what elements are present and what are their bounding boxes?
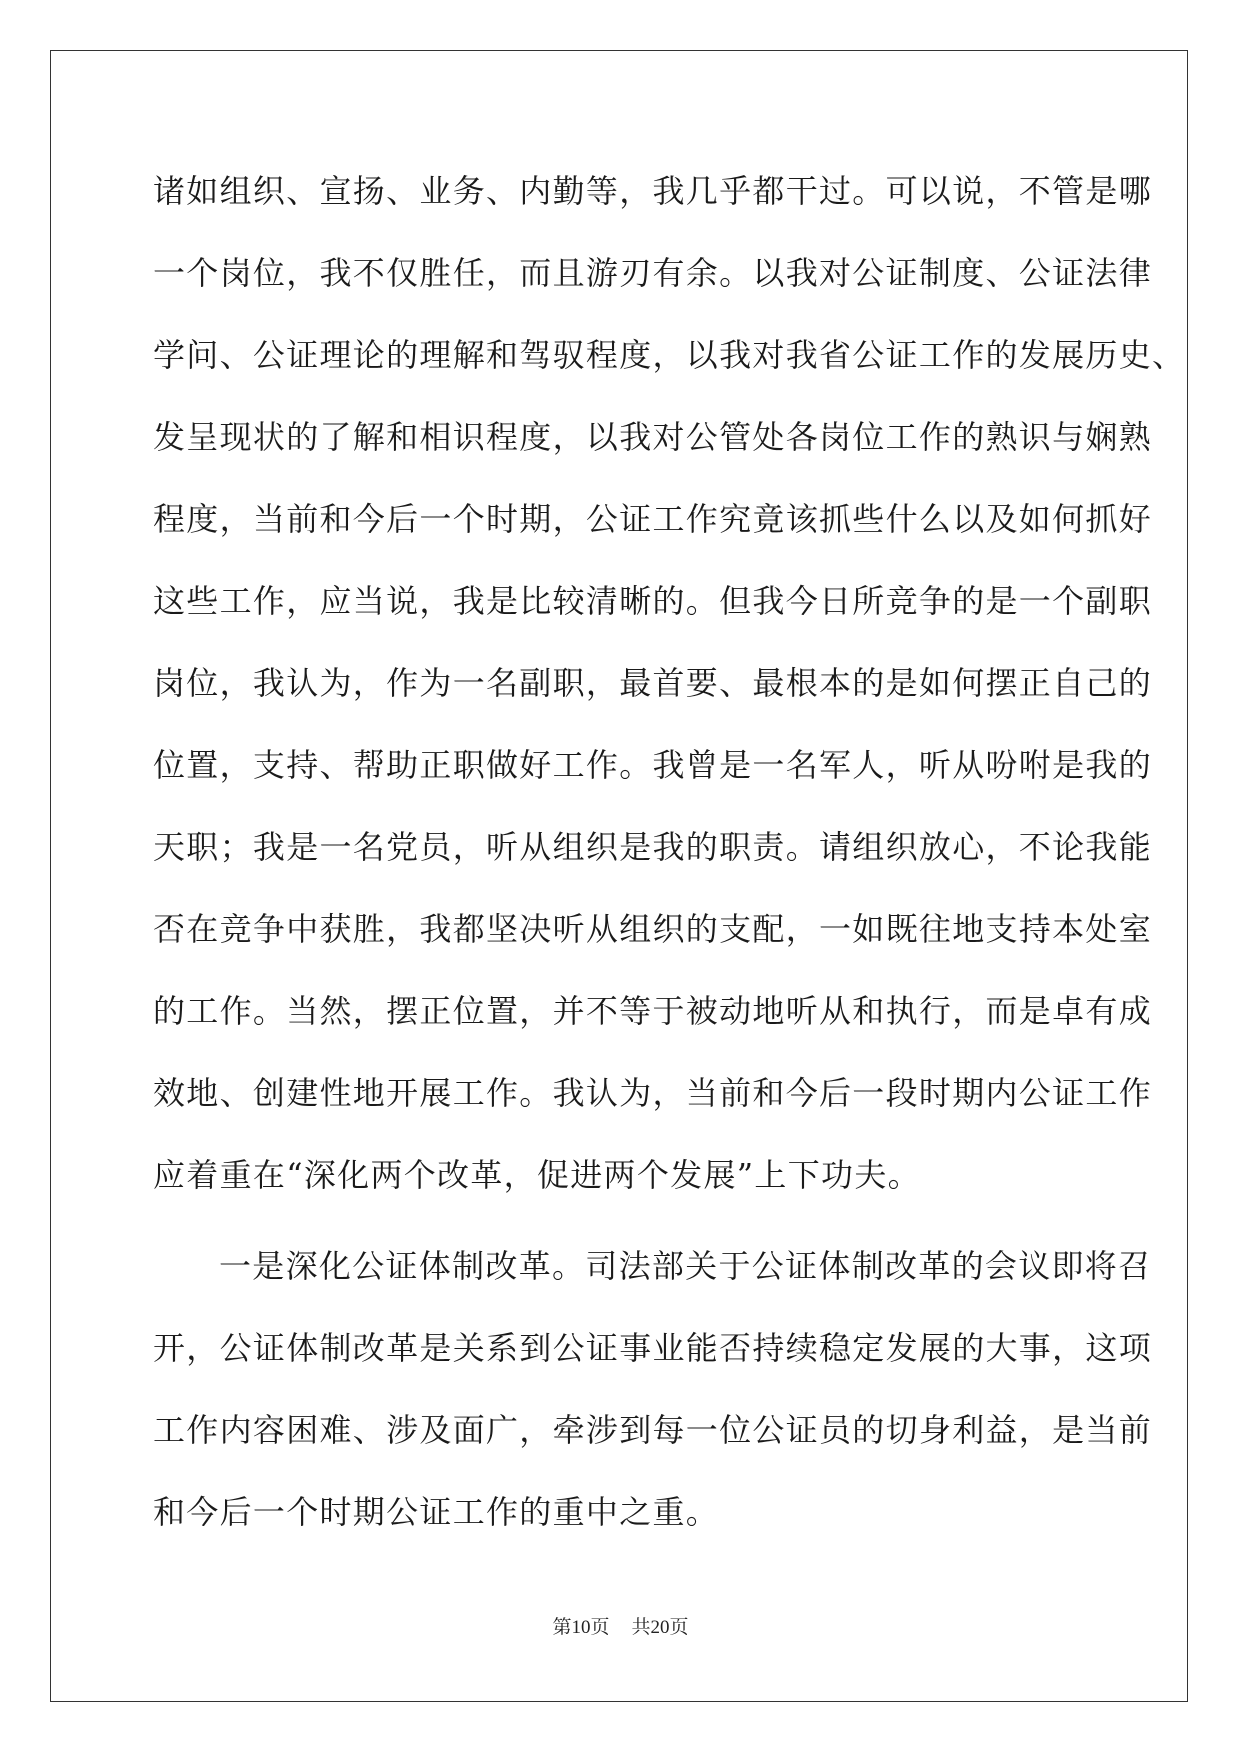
text-line: 的工作。当然，摆正位置，并不等于被动地听从和执行，而是卓有成: [153, 992, 1153, 1030]
text-line: 开，公证体制改革是关系到公证事业能否持续稳定发展的大事，这项: [153, 1329, 1153, 1367]
document-body: [153, 160, 1186, 1563]
text-line: 效地、创建性地开展工作。我认为，当前和今后一段时期内公证工作: [153, 1074, 1153, 1112]
text-line: 位置，支持、帮助正职做好工作。我曾是一名军人，听从吩咐是我的: [153, 746, 1153, 784]
text-line: 否在竞争中获胜，我都坚决听从组织的支配，一如既往地支持本处室: [153, 910, 1153, 948]
page-number: 第10页: [552, 1617, 610, 1638]
text-line: 这些工作，应当说，我是比较清晰的。但我今日所竞争的是一个副职: [153, 582, 1153, 620]
text-line: 和今后一个时期公证工作的重中之重。: [153, 1493, 720, 1531]
paragraph-2: [153, 1235, 1153, 1563]
text-line: 程度，当前和今后一个时期，公证工作究竟该抓些什么以及如何抓好: [153, 500, 1153, 538]
page-total: 共20页: [631, 1617, 689, 1638]
text-line: 一个岗位，我不仅胜任，而且游刃有余。以我对公证制度、公证法律: [153, 254, 1153, 292]
paragraph-gap: [153, 1226, 1093, 1235]
text-line: 一是深化公证体制改革。司法部关于公证体制改革的会议即将召: [219, 1247, 1152, 1285]
text-line: 应着重在“深化两个改革，促进两个发展”上下功夫。: [153, 1156, 921, 1194]
text-line: 发呈现状的了解和相识程度，以我对公管处各岗位工作的熟识与娴熟: [153, 418, 1153, 456]
text-line: 学问、公证理论的理解和驾驭程度，以我对我省公证工作的发展历史、: [153, 336, 1186, 374]
paragraph-1: [153, 160, 1186, 1226]
text-line: 岗位，我认为，作为一名副职，最首要、最根本的是如何摆正自己的: [153, 664, 1153, 702]
text-line: 天职；我是一名党员，听从组织是我的职责。请组织放心，不论我能: [153, 828, 1153, 866]
text-line: 工作内容困难、涉及面广，牵涉到每一位公证员的切身利益，是当前: [153, 1411, 1153, 1449]
page-footer: [0, 1612, 1241, 1639]
text-line: 诸如组织、宣扬、业务、内勤等，我几乎都干过。可以说，不管是哪: [153, 172, 1153, 210]
